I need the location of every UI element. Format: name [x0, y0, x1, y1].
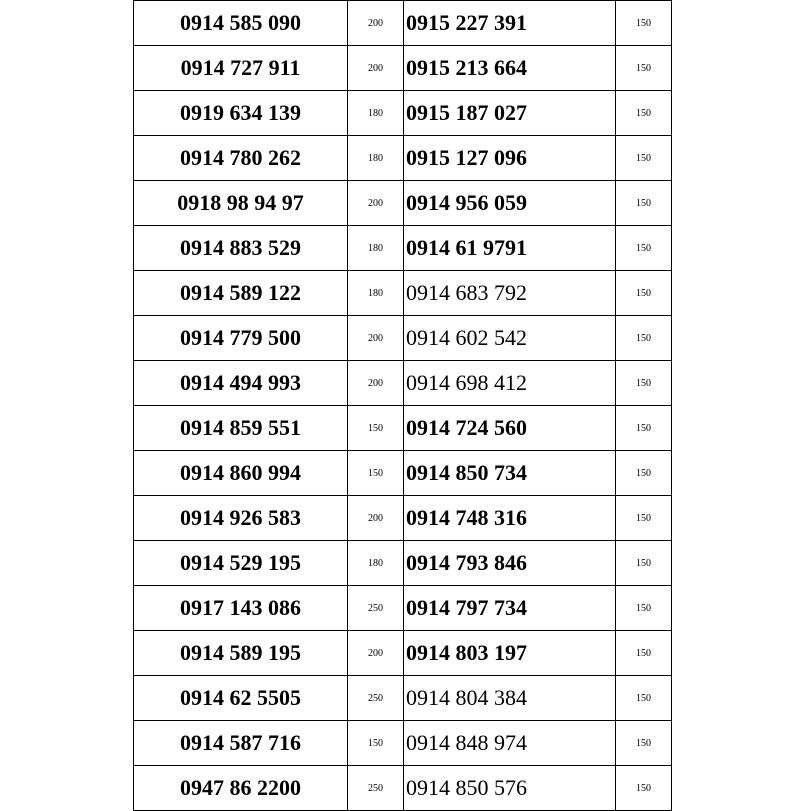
right-phone-number: 0915 213 664 — [404, 46, 616, 91]
right-phone-number: 0914 804 384 — [404, 676, 616, 721]
right-phone-number: 0914 602 542 — [404, 316, 616, 361]
right-price: 150 — [616, 1, 672, 46]
table-row — [134, 586, 672, 631]
left-phone-number: 0914 529 195 — [134, 541, 348, 586]
table-row — [134, 91, 672, 136]
right-phone-number: 0914 803 197 — [404, 631, 616, 676]
left-phone-number: 0914 780 262 — [134, 136, 348, 181]
table-row — [134, 271, 672, 316]
right-phone-number: 0915 127 096 — [404, 136, 616, 181]
table-row — [134, 676, 672, 721]
right-phone-number: 0915 227 391 — [404, 1, 616, 46]
number-table — [133, 0, 672, 811]
left-phone-number: 0918 98 94 97 — [134, 181, 348, 226]
left-phone-number: 0914 860 994 — [134, 451, 348, 496]
left-phone-number: 0914 585 090 — [134, 1, 348, 46]
right-phone-number: 0914 793 846 — [404, 541, 616, 586]
left-price: 180 — [348, 226, 404, 271]
table-row — [134, 316, 672, 361]
right-price: 150 — [616, 91, 672, 136]
right-phone-number: 0914 748 316 — [404, 496, 616, 541]
left-price: 150 — [348, 406, 404, 451]
right-phone-number: 0914 850 576 — [404, 766, 616, 811]
right-phone-number: 0914 848 974 — [404, 721, 616, 766]
left-phone-number: 0914 859 551 — [134, 406, 348, 451]
right-price: 150 — [616, 361, 672, 406]
right-price: 150 — [616, 586, 672, 631]
table-row — [134, 1, 672, 46]
left-price: 150 — [348, 721, 404, 766]
left-price: 200 — [348, 631, 404, 676]
right-price: 150 — [616, 226, 672, 271]
left-phone-number: 0914 587 716 — [134, 721, 348, 766]
left-price: 250 — [348, 766, 404, 811]
left-phone-number: 0914 589 195 — [134, 631, 348, 676]
left-price: 180 — [348, 541, 404, 586]
right-price: 150 — [616, 541, 672, 586]
right-phone-number: 0914 61 9791 — [404, 226, 616, 271]
left-phone-number: 0919 634 139 — [134, 91, 348, 136]
left-price: 250 — [348, 676, 404, 721]
left-price: 180 — [348, 271, 404, 316]
left-price: 200 — [348, 496, 404, 541]
right-phone-number: 0914 724 560 — [404, 406, 616, 451]
left-phone-number: 0917 143 086 — [134, 586, 348, 631]
phone-number-price-table — [133, 0, 671, 811]
left-phone-number: 0914 494 993 — [134, 361, 348, 406]
left-phone-number: 0914 926 583 — [134, 496, 348, 541]
left-phone-number: 0914 62 5505 — [134, 676, 348, 721]
table-row — [134, 46, 672, 91]
table-row — [134, 136, 672, 181]
right-phone-number: 0914 797 734 — [404, 586, 616, 631]
left-price: 200 — [348, 181, 404, 226]
table-row — [134, 226, 672, 271]
left-price: 200 — [348, 46, 404, 91]
right-price: 150 — [616, 181, 672, 226]
table-row — [134, 541, 672, 586]
right-price: 150 — [616, 676, 672, 721]
table-row — [134, 361, 672, 406]
left-price: 150 — [348, 451, 404, 496]
right-price: 150 — [616, 406, 672, 451]
left-price: 200 — [348, 361, 404, 406]
right-price: 150 — [616, 496, 672, 541]
table-row — [134, 406, 672, 451]
right-phone-number: 0914 698 412 — [404, 361, 616, 406]
right-price: 150 — [616, 46, 672, 91]
left-phone-number: 0947 86 2200 — [134, 766, 348, 811]
left-phone-number: 0914 883 529 — [134, 226, 348, 271]
left-price: 200 — [348, 316, 404, 361]
right-phone-number: 0914 683 792 — [404, 271, 616, 316]
table-row — [134, 631, 672, 676]
table-row — [134, 451, 672, 496]
table-row — [134, 721, 672, 766]
right-phone-number: 0914 956 059 — [404, 181, 616, 226]
right-price: 150 — [616, 271, 672, 316]
table-row — [134, 181, 672, 226]
right-phone-number: 0915 187 027 — [404, 91, 616, 136]
right-price: 150 — [616, 766, 672, 811]
left-phone-number: 0914 589 122 — [134, 271, 348, 316]
table-row — [134, 496, 672, 541]
right-price: 150 — [616, 316, 672, 361]
left-price: 200 — [348, 1, 404, 46]
table-body — [134, 1, 672, 811]
left-phone-number: 0914 779 500 — [134, 316, 348, 361]
left-phone-number: 0914 727 911 — [134, 46, 348, 91]
left-price: 180 — [348, 91, 404, 136]
right-price: 150 — [616, 721, 672, 766]
table-row — [134, 766, 672, 811]
right-phone-number: 0914 850 734 — [404, 451, 616, 496]
left-price: 250 — [348, 586, 404, 631]
left-price: 180 — [348, 136, 404, 181]
right-price: 150 — [616, 631, 672, 676]
right-price: 150 — [616, 451, 672, 496]
right-price: 150 — [616, 136, 672, 181]
